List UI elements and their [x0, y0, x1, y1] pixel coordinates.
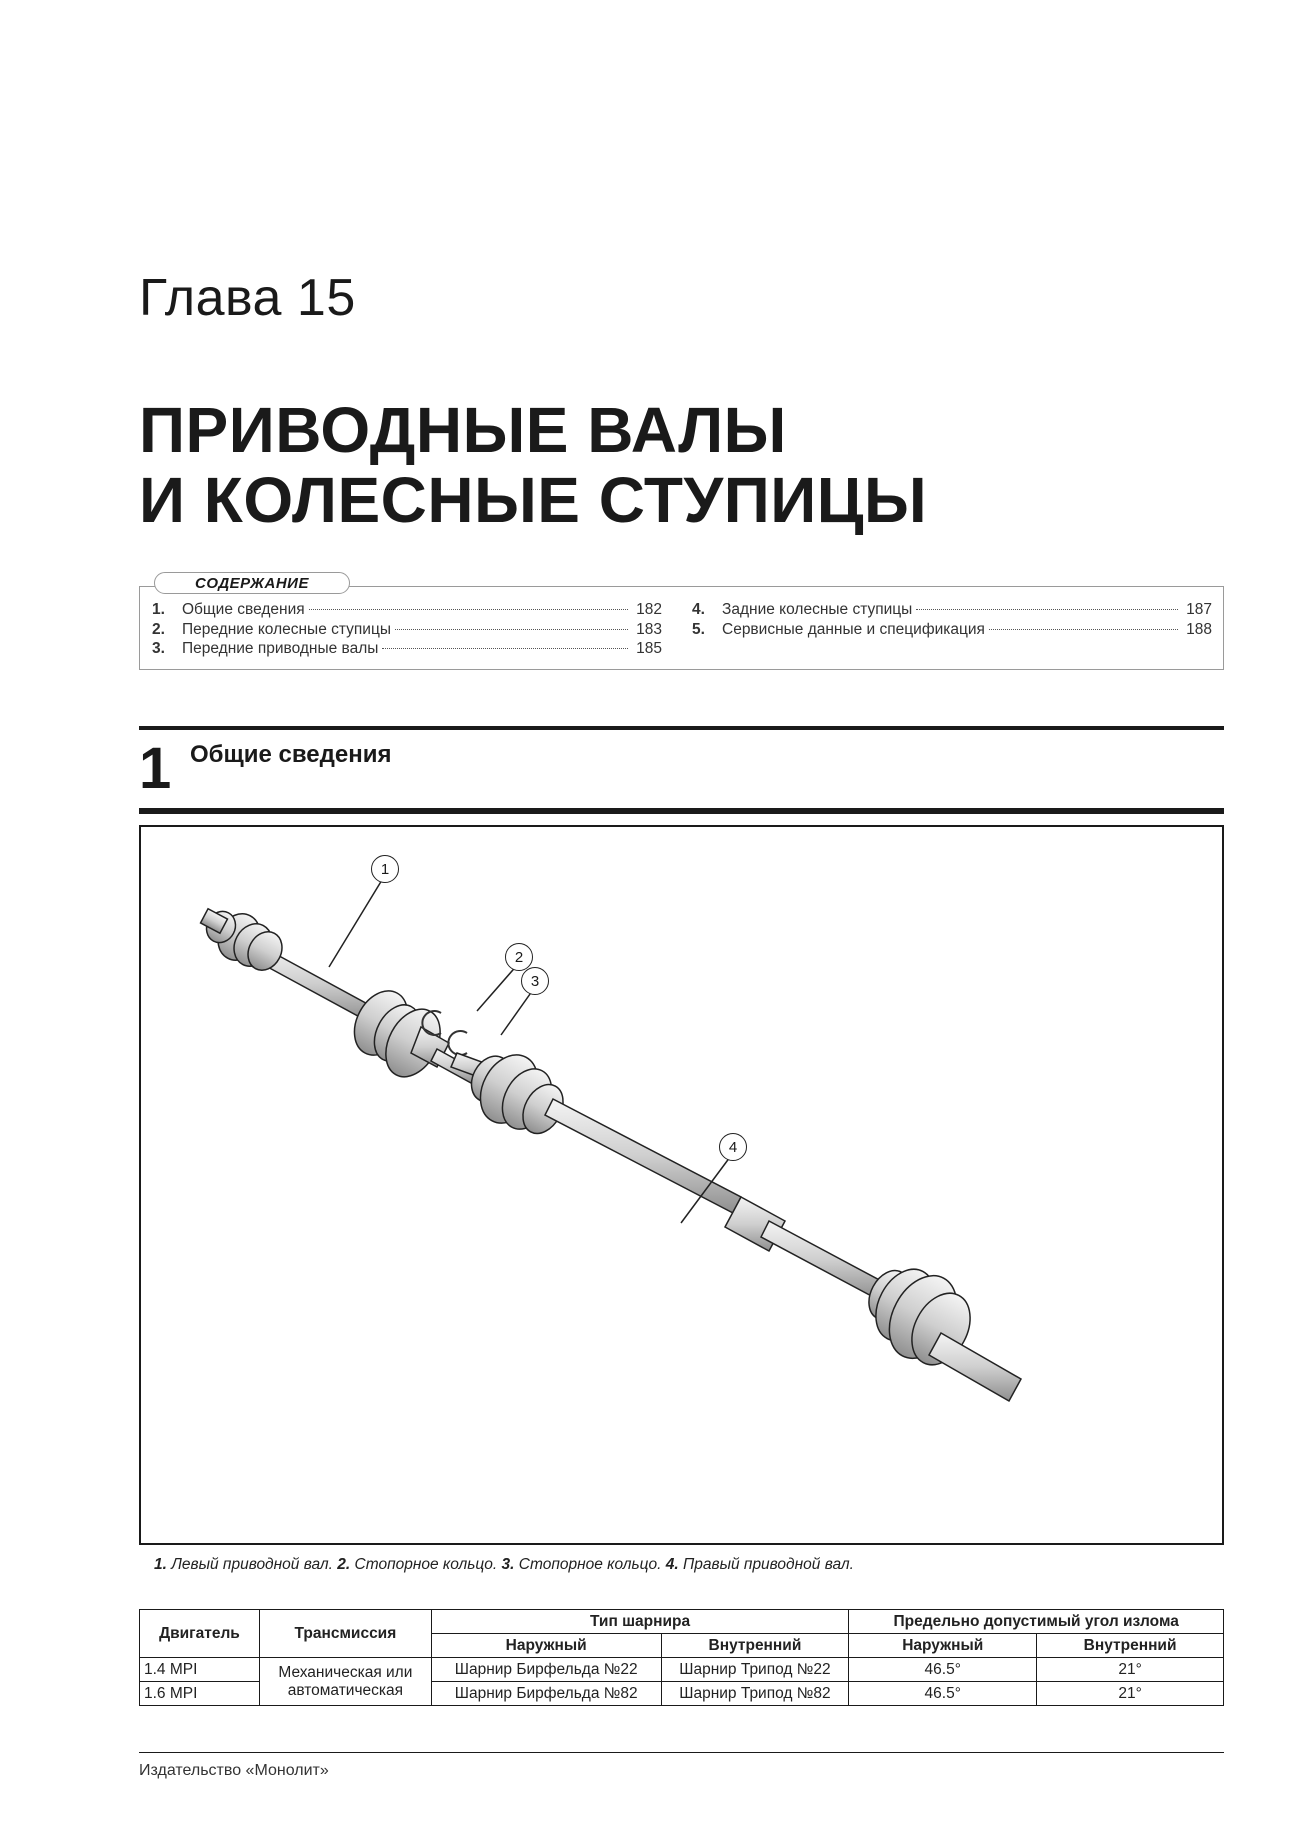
toc-column-right [692, 600, 1212, 639]
outer-joint-cell: Шарнир Бирфельда №82 [431, 1682, 661, 1706]
toc-entry[interactable] [152, 600, 662, 620]
toc-entry-page: 187 [1186, 601, 1212, 618]
chapter-title-line1: ПРИВОДНЫЕ ВАЛЫ [139, 394, 787, 466]
header-joint-inner: Внутренний [661, 1634, 849, 1658]
header-angle-inner: Внутренний [1037, 1634, 1224, 1658]
transmission-line1: Механическая или [278, 1663, 413, 1681]
toc-entry-title: Задние колесные ступицы [722, 601, 913, 618]
table-of-contents [139, 574, 1224, 670]
toc-entry-title: Общие сведения [182, 601, 305, 618]
toc-entry[interactable] [692, 600, 1212, 620]
engine-cell: 1.4 MPI [140, 1658, 260, 1682]
inner-angle-cell: 21° [1037, 1682, 1224, 1706]
toc-leader-dots [382, 648, 628, 649]
section-rule-bottom [139, 808, 1224, 814]
toc-entry-number: 1. [152, 601, 165, 618]
toc-entry[interactable] [152, 639, 662, 659]
toc-leader-dots [395, 629, 628, 630]
section-rule-top [139, 726, 1224, 730]
toc-entry-number: 5. [692, 620, 705, 638]
header-transmission: Трансмиссия [259, 1610, 431, 1658]
chapter-label: Глава 15 [139, 269, 356, 327]
snap-ring-3 [448, 1031, 467, 1055]
inner-joint-cell: Шарнир Трипод №22 [661, 1658, 849, 1682]
header-angle-outer: Наружный [849, 1634, 1037, 1658]
caption-text: Правый приводной вал. [683, 1556, 854, 1573]
header-joint-type: Тип шарнира [431, 1610, 849, 1634]
toc-entry-number: 3. [152, 640, 165, 657]
toc-entry-title: Сервисные данные и спецификация [722, 620, 985, 638]
chapter-title [139, 395, 927, 535]
section-title: Общие сведения [190, 741, 392, 768]
publisher-name: Издательство «Монолит» [139, 1762, 329, 1779]
toc-leader-dots [916, 609, 1178, 610]
toc-entry-page: 188 [1186, 620, 1212, 638]
toc-entry-number: 4. [692, 601, 705, 618]
caption-num: 3. [501, 1556, 515, 1573]
section-number: 1 [139, 736, 172, 801]
caption-num: 1. [154, 1556, 167, 1573]
left-drive-shaft [201, 906, 477, 1086]
toc-leader-dots [309, 609, 628, 610]
toc-leader-dots [989, 629, 1178, 630]
outer-joint-cell: Шарнир Бирфельда №22 [431, 1658, 661, 1682]
outer-angle-cell: 46.5° [849, 1682, 1037, 1706]
toc-entry-title: Передние колесные ступицы [182, 620, 391, 638]
toc-entry-page: 183 [636, 620, 662, 638]
spec-table [139, 1609, 1224, 1706]
table-row [140, 1658, 1224, 1682]
toc-entry[interactable] [692, 620, 1212, 640]
toc-column-left [152, 600, 662, 659]
caption-text: Стопорное кольцо. [518, 1556, 662, 1573]
caption-num: 4. [665, 1556, 679, 1573]
transmission-cell [259, 1658, 431, 1706]
toc-entry-title: Передние приводные валы [182, 640, 379, 657]
transmission-line2: автоматическая [287, 1681, 404, 1699]
chapter-title-line2: И КОЛЕСНЫЕ СТУПИЦЫ [139, 464, 928, 536]
callout-4: 4 [719, 1133, 747, 1161]
toc-entry[interactable] [152, 620, 662, 640]
caption-text: Стопорное кольцо. [354, 1556, 498, 1573]
toc-entry-page: 182 [636, 601, 662, 618]
toc-heading: СОДЕРЖАНИЕ [154, 572, 350, 594]
caption-text: Левый приводной вал. [171, 1556, 333, 1573]
header-engine: Двигатель [140, 1610, 260, 1658]
toc-entry-number: 2. [152, 620, 165, 638]
engine-cell: 1.6 MPI [140, 1682, 260, 1706]
header-joint-outer: Наружный [431, 1634, 661, 1658]
callout-2: 2 [505, 943, 533, 971]
caption-num: 2. [337, 1556, 351, 1573]
outer-angle-cell: 46.5° [849, 1658, 1037, 1682]
drive-shaft-figure [139, 825, 1224, 1545]
inner-angle-cell: 21° [1037, 1658, 1224, 1682]
inner-joint-cell: Шарнир Трипод №82 [661, 1682, 849, 1706]
header-max-angle: Предельно допустимый угол излома [849, 1610, 1224, 1634]
drive-shaft-illustration [141, 827, 1222, 1543]
right-drive-shaft [451, 1045, 1021, 1401]
toc-entry-page: 185 [636, 640, 662, 657]
figure-caption [154, 1556, 854, 1574]
callout-1: 1 [371, 855, 399, 883]
callout-3: 3 [521, 967, 549, 995]
footer-rule [139, 1752, 1224, 1753]
